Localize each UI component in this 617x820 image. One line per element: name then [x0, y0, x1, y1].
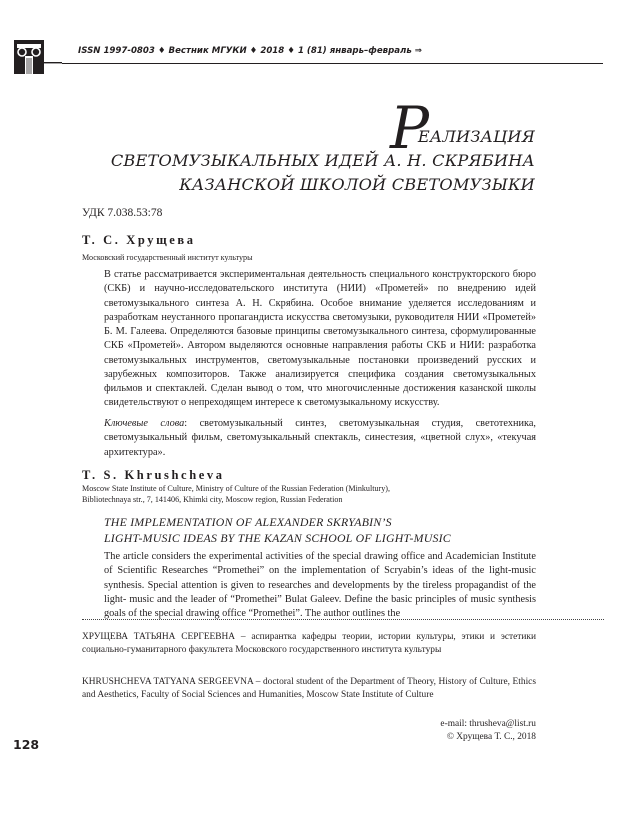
- author-affiliation-en: [82, 483, 542, 505]
- header-rule: [62, 63, 603, 64]
- title-line-2: СВЕТОМУЗЫКАЛЬНЫХ ИДЕЙ А. Н. СКРЯБИНА: [110, 151, 535, 170]
- abstract-ru: В статье рассматривается экспериментальная деятельность специального конструкторского бюро (СКБ) и научно-исследовательского института (НИИ) «Прометей» по внедрению идей светомузыкального синтеза А. Н. Скрябина. Особое внимание уделяется исследованиям и разработкам неустанного пропагандиста искусства светомузыки, руководителя НИИ «Прометей» Б. М. Галеева. Определяются базовые принципы светомузыкального синтеза, сформулированные СКБ «Прометей». Автором выделяются основные направления работы СКБ и НИИ: разработка светомузыкальных инструментов, светомузыкальные постановки произведений русских и зарубежных композиторов. Также анализируется специфика создания светомузыкальных фильмов и спектаклей. Сделан вывод о том, что многочисленные достижения казанской школы свидетельствуют о непреходящем интересе к светомузыкальному искусству.: [104, 269, 536, 409]
- author-affiliation-ru: Московский государственный институт культуры: [82, 253, 253, 262]
- copyright-line: © Хрущева Т. С., 2018: [446, 732, 536, 742]
- udk-code: УДК 7.038.53:78: [82, 207, 163, 219]
- keywords-text: : светомузыкальный синтез, светомузыкальная студия, светотехника, светомузыкальный фильм, светомузыкальный спектакль, синестезия, «цветной слух», «текучая архитектура».: [104, 418, 537, 458]
- author-name-ru: Т. С. Хрущева: [82, 233, 196, 247]
- keywords-ru: [104, 417, 536, 460]
- abstract-en: The article considers the experimental activities of the special drawing office and Academician Institute of Scientific Researches “Promethei” on the implementation of Scryabin’s ideas of the light-music synthesis. Special attention is given to researches and developments by the tireless propagandist of the light- music and the leader of “Promethei” Bulat Galeev. Define the basic principles of music synthesis goals of the special drawing office “Promethei”. The author outlines the: [104, 551, 536, 619]
- title-line-1: ЕАЛИЗАЦИЯ: [417, 127, 535, 146]
- affiliation-en-line-2: Bibliotechnaya str., 7, 141406, Khimki city, Moscow region, Russian Federation: [82, 495, 343, 504]
- title-drop-initial: Р: [390, 94, 430, 162]
- page-number: 128: [13, 737, 40, 752]
- author-info-ru: ХРУЩЕВА ТАТЬЯНА СЕРГЕЕВНА – аспирантка кафедры теории, истории культуры, этики и эстетики социально-гуманитарного факультета Московского государственного института культуры: [82, 632, 536, 656]
- author-info-en: KHRUSHCHEVA TATYANA SERGEEVNA – doctoral student of the Department of Theory, History of Culture, Ethics and Aesthetics, Faculty of Social Sciences and Humanities, Moscow State Institute of Culture: [82, 677, 536, 701]
- footnote-separator: [82, 619, 604, 620]
- author-name-en: T. S. Khrushcheva: [82, 468, 225, 482]
- author-email: e-mail: thrusheva@list.ru: [440, 719, 536, 729]
- title-en-line-2: LIGHT-MUSIC IDEAS BY THE KAZAN SCHOOL OF LIGHT-MUSIC: [104, 531, 451, 545]
- affiliation-en-line-1: Moscow State Institute of Culture, Ministry of Culture of the Russian Federation (Minkultury),: [82, 484, 390, 493]
- journal-logo: [14, 40, 62, 76]
- title-en: [104, 514, 544, 546]
- keywords-label: Ключевые слова: [104, 418, 185, 429]
- journal-header: ISSN 1997-0803 ♦ Вестник МГУКИ ♦ 2018 ♦ 1 (81) январь–февраль ⇒: [78, 46, 422, 56]
- title-line-3: КАЗАНСКОЙ ШКОЛОЙ СВЕТОМУЗЫКИ: [179, 175, 535, 194]
- title-en-line-1: THE IMPLEMENTATION OF ALEXANDER SKRYABIN’S: [104, 515, 392, 529]
- column-capital-icon: [14, 40, 62, 76]
